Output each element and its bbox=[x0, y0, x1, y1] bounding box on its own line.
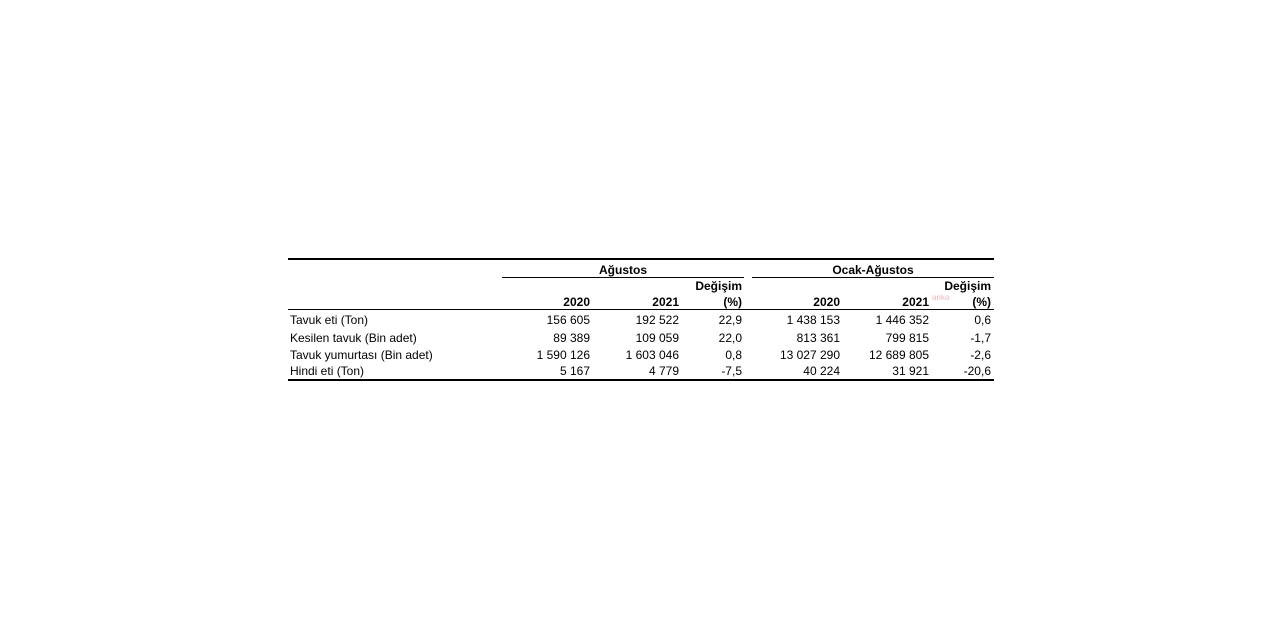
cell-aug-change: 22,9 bbox=[718, 313, 742, 327]
col-header-aug-2020: 2020 bbox=[563, 295, 590, 309]
cell-aug-2021: 109 059 bbox=[635, 331, 679, 345]
cell-aug-2021: 1 603 046 bbox=[625, 348, 679, 362]
cell-aug-change: 22,0 bbox=[718, 331, 742, 345]
cell-aug-change: -7,5 bbox=[721, 364, 742, 378]
col-header-aug-2021: 2021 bbox=[652, 295, 679, 309]
header-bottom-rule bbox=[288, 309, 994, 310]
row-label: Kesilen tavuk (Bin adet) bbox=[290, 331, 417, 345]
cell-janaug-2020: 1 438 153 bbox=[786, 313, 840, 327]
table-bottom-rule bbox=[288, 379, 994, 381]
group-header-august: Ağustos bbox=[599, 263, 647, 277]
cell-janaug-2021: 799 815 bbox=[885, 331, 929, 345]
cell-janaug-change: -20,6 bbox=[963, 364, 991, 378]
row-label: Tavuk yumurtası (Bin adet) bbox=[290, 348, 433, 362]
cell-janaug-2020: 13 027 290 bbox=[779, 348, 840, 362]
cell-aug-2020: 89 389 bbox=[553, 331, 590, 345]
watermark-text: anka bbox=[932, 293, 950, 302]
cell-janaug-2021: 31 921 bbox=[892, 364, 929, 378]
col-header-aug-change-unit: (%) bbox=[723, 295, 742, 309]
cell-janaug-change: -2,6 bbox=[970, 348, 991, 362]
cell-janaug-2021: 1 446 352 bbox=[875, 313, 929, 327]
cell-aug-2020: 156 605 bbox=[546, 313, 590, 327]
col-header-janaug-change-unit: (%) bbox=[972, 295, 991, 309]
row-label: Tavuk eti (Ton) bbox=[290, 313, 369, 327]
cell-aug-2020: 5 167 bbox=[559, 364, 590, 378]
cell-janaug-2020: 40 224 bbox=[803, 364, 840, 378]
cell-aug-2021: 4 779 bbox=[648, 364, 679, 378]
col-header-janaug-2021: 2021 bbox=[902, 295, 929, 309]
cell-janaug-change: 0,6 bbox=[974, 313, 991, 327]
cell-janaug-2020: 813 361 bbox=[796, 331, 840, 345]
group-rule-jan-aug bbox=[752, 277, 994, 278]
table-top-rule bbox=[288, 258, 994, 260]
poultry-statistics-table bbox=[288, 258, 994, 382]
cell-aug-2021: 192 522 bbox=[635, 313, 679, 327]
row-label: Hindi eti (Ton) bbox=[290, 364, 365, 378]
cell-aug-change: 0,8 bbox=[725, 348, 742, 362]
cell-janaug-change: -1,7 bbox=[970, 331, 991, 345]
col-header-janaug-2020: 2020 bbox=[813, 295, 840, 309]
cell-aug-2020: 1 590 126 bbox=[536, 348, 590, 362]
group-rule-august bbox=[502, 277, 744, 278]
group-header-jan-aug: Ocak-Ağustos bbox=[832, 263, 914, 277]
change-header-jan-aug: Değişim bbox=[944, 279, 991, 293]
change-header-august: Değişim bbox=[695, 279, 742, 293]
cell-janaug-2021: 12 689 805 bbox=[868, 348, 929, 362]
